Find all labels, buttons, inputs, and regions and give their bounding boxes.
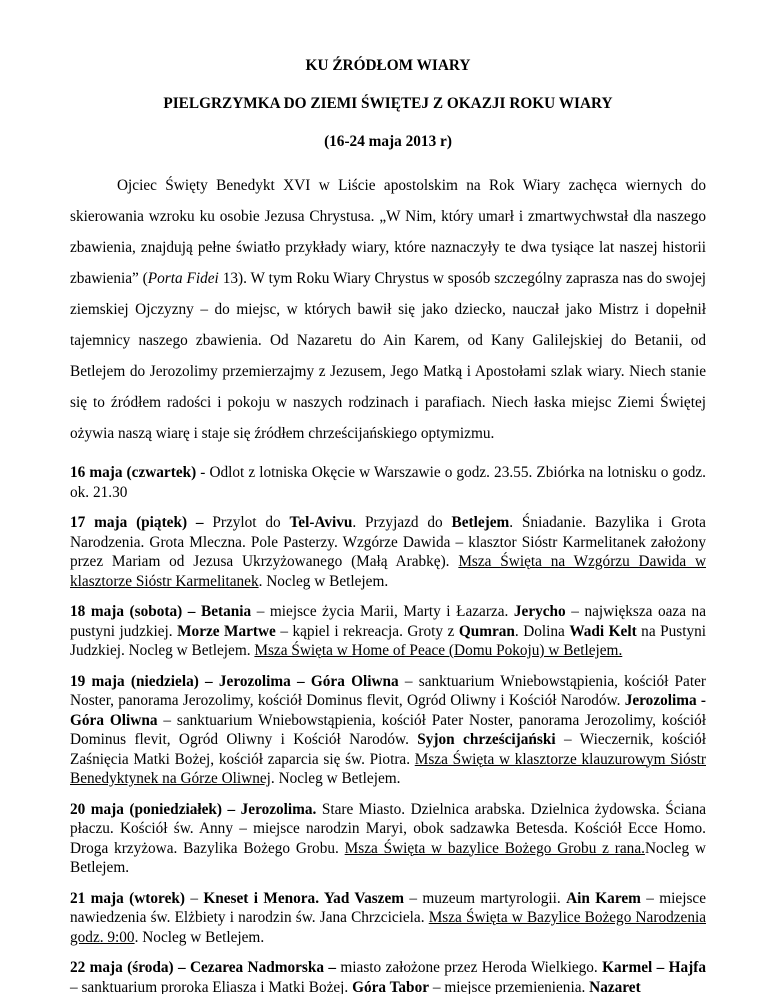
day-16-date: 16 maja (czwartek) — [70, 464, 197, 481]
document-dates: (16-24 maja 2013 r) — [324, 133, 452, 150]
day-19-text-3: – Wieczernik, kościół Zaśnięcia Matki Bożej, kościół zaparcia się św. Piotra. — [70, 731, 706, 768]
day-17-text-3: . Śniadanie. Bazylika i Grota Narodzenia. Grota Mleczna. Pole Pasterzy. Wzgórze Dawida – klasztor Sióstr Karmelitanek założony przez Mariam od Jezusa Ukrzyżowanego (Małą Arabkę). — [70, 514, 706, 570]
place-jerycho: Jerycho — [513, 603, 566, 620]
place-kneset: Kneset i Menora. Yad Vaszem — [203, 889, 404, 907]
document-title: KU ŹRÓDŁOM WIARY — [305, 57, 471, 74]
day-19-text-2: – sanktuarium Wniebowstąpienia, kościół Pater Noster, panorama Jerozolimy, kościół Dominus flevit, Ogród Oliwny i Kościół Narodów. — [70, 711, 706, 748]
place-morze-martwe: Morze Martwe — [177, 622, 276, 640]
place-jerozolima-gora-oliwna: Jerozolima - Góra Oliwna — [70, 692, 706, 729]
day-17 — [70, 513, 706, 591]
day-21 — [70, 889, 706, 948]
day-21-text-2: – miejsce nawiedzenia św. Elżbiety i narodzin św. Jana Chrzciciela. — [70, 889, 706, 926]
day-18-text-3: – kąpiel i rekreacja. Groty z — [275, 622, 459, 640]
place-gora-tabor: Góra Tabor — [352, 978, 430, 994]
place-qumran: Qumran — [458, 622, 515, 640]
day-22-text-2: – sanktuarium proroka Eliasza i Matki Bożej. — [70, 978, 353, 994]
intro-text-2: 13). W tym Roku Wiary Chrystus w sposób szczególny zaprasza nas do swojej ziemskiej Ojczyzny – do miejsc, w których bawił się jako dziecko, nauczał jako Mistrz i dopełnił tajemnicy naszego zbawienia. Od Nazaretu do Ain Karem, od Kany Galilejskiej do Betanii, od Betlejem do Jerozolimy przemierzajmy z Jezusem, Jego Matką i Apostołami szlak wiary. Niech stanie się to źródłem radości i pokoju w naszych rodzinach i parafiach. Niech łaska miejsc Ziemi Świętej ożywia naszą wiarę i staje się źródłem chrześcijańskiego optymizmu. — [70, 270, 706, 442]
day-21-mass: Msza Święta w Bazylice Bożego Narodzenia godz. 9:00 — [70, 909, 707, 946]
day-19-text-4: . Nocleg w Betlejem. — [270, 770, 401, 787]
place-ain-karem: Ain Karem — [566, 889, 641, 907]
place-wadi-kelt: Wadi Kelt — [569, 622, 637, 640]
day-18-text-1: – miejsce życia Marii, Marty i Łazarza. — [251, 603, 514, 620]
place-tel-aviv: Tel-Avivu — [289, 514, 353, 531]
day-22-text-3: – miejsce przemienienia. — [429, 978, 590, 994]
day-21-date: 21 maja (wtorek) — [70, 889, 185, 907]
place-nazaret: Nazaret — [589, 978, 641, 994]
day-19-date: 19 maja (niedziela) – Jerozolima – Góra Oliwna — [70, 672, 399, 690]
day-20-date: 20 maja (poniedziałek) – Jerozolima. — [70, 800, 317, 818]
day-22-text-1: miasto założone przez Heroda Wielkiego. — [336, 959, 603, 976]
day-19-text-1: – sanktuarium Wniebowstąpienia, kościół Pater Noster, panorama Jerozolimy, kościół Dominus flevit, Ogród Oliwny i Kościół Narodów. — [70, 672, 706, 709]
day-18-date: 18 maja (sobota) – — [70, 603, 196, 620]
day-19 — [70, 672, 706, 789]
place-karmel-hajfa: Karmel – Hajfa — [602, 959, 706, 976]
day-20-text-2: Nocleg w Betlejem. — [70, 839, 706, 876]
document-subtitle: PIELGRZYMKA DO ZIEMI ŚWIĘTEJ Z OKAZJI ROKU WIARY — [163, 95, 613, 112]
day-18 — [70, 602, 706, 661]
day-17-date: 17 maja (piątek) – — [70, 514, 204, 531]
day-18-text-4: . Dolina — [514, 622, 570, 640]
day-21-text-3: . Nocleg w Betlejem. — [134, 928, 265, 946]
day-21-text-1: – muzeum martyrologii. — [404, 889, 567, 907]
day-17-text-1: Przylot do — [203, 514, 290, 531]
day-20-text-1: Stare Miasto. Dzielnica arabska. Dzielnica żydowska. Ściana płaczu. Kościół św. Anny – miejsce narodzin Maryi, obok sadzawka Betesda. Kościół Ecce Homo. Droga krzyżowa. Bazylika Bożego Grobu. — [70, 800, 707, 857]
day-20 — [70, 800, 706, 878]
day-20-mass: Msza Święta w bazylice Bożego Grobu z rana. — [344, 839, 645, 857]
day-22-date: 22 maja (środa) – Cezarea Nadmorska – — [70, 959, 337, 976]
day-17-text-4: . Nocleg w Betlejem. — [258, 572, 389, 590]
day-16 — [70, 463, 706, 502]
day-18-text-2: – największa oaza na pustyni judzkiej. — [70, 603, 706, 640]
day-22 — [70, 958, 706, 994]
place-betlejem: Betlejem — [451, 514, 510, 531]
day-19-mass: Msza Święta w klasztorze klauzurowym Sióstr Benedyktynek na Górze Oliwnej — [70, 750, 706, 787]
porta-fidei: Porta Fidei — [147, 270, 219, 287]
place-betania: Betania — [195, 603, 252, 620]
day-18-text-5: na Pustyni Judzkiej. Nocleg w Betlejem. — [70, 622, 707, 659]
intro-paragraph — [70, 170, 706, 449]
day-17-text-2: . Przyjazd do — [352, 514, 452, 531]
day-18-mass: Msza Święta w Home of Peace (Domu Pokoju) w Betlejem. — [254, 642, 623, 659]
place-syjon: Syjon chrześcijański — [417, 731, 556, 748]
day-16-text: - Odlot z lotniska Okęcie w Warszawie o godz. 23.55. Zbiórka na lotnisku o godz. ok. 21.30 — [70, 464, 706, 501]
day-17-mass: Msza Święta na Wzgórzu Dawida w klasztorze Sióstr Karmelitanek — [70, 553, 706, 590]
intro-text-1: Ojciec Święty Benedykt XVI w Liście apostolskim na Rok Wiary zachęca wiernych do skierowania wzroku ku osobie Jezusa Chrystusa. „W Nim, który umarł i zmartwychwstał dla naszego zbawienia, znajdują pełne światło przykłady wiary, które naznaczyły te dwa tysiące lat naszej historii zbawienia” ( — [70, 177, 706, 287]
day-21-dash: – — [184, 889, 204, 907]
